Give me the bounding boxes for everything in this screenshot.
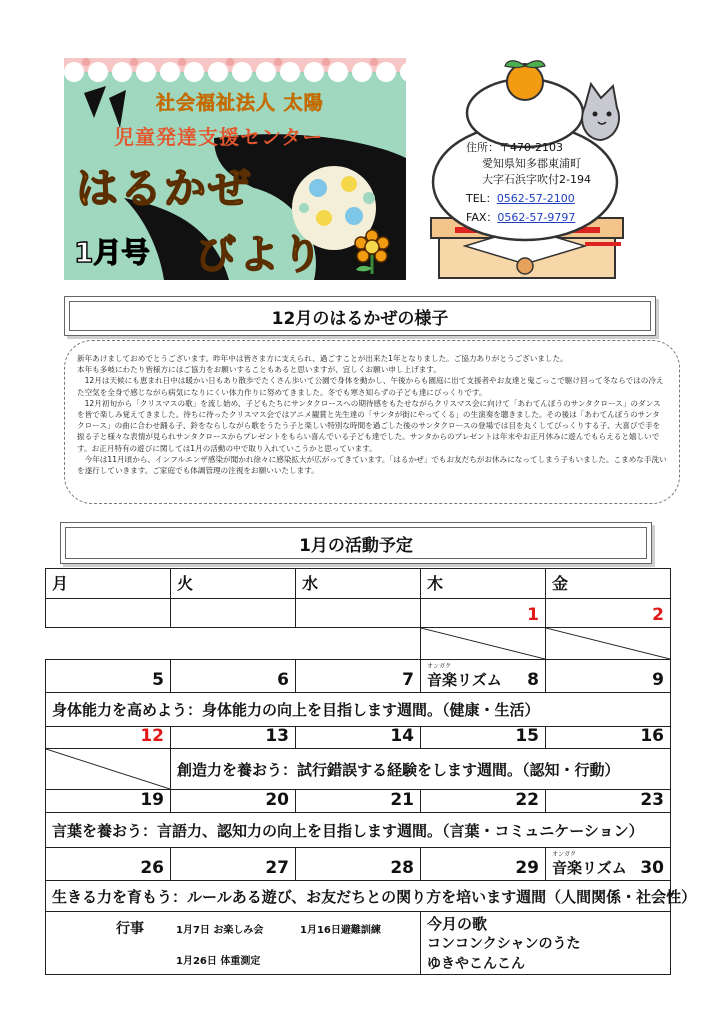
theme-week3: 創造力を養おう：試行錯誤する経験をします週間。（認知・行動） [170,748,671,790]
day-cell [45,847,171,881]
theme-week2: 身体能力を高めよう：身体能力の向上を目指します週間。（健康・生活） [45,692,671,727]
day-number: 26 [140,858,164,878]
report-title-box [64,296,656,336]
day-cell [170,598,296,628]
day-number: 22 [515,790,539,810]
day-cell [545,726,671,749]
music-rhythm-event [552,851,627,878]
events-label: 行事 [116,921,144,937]
day-number: 16 [640,726,664,746]
week2-row [45,659,671,693]
day-number: 23 [640,790,664,810]
day-number: 21 [390,790,414,810]
song-item: コンコンクシャンのうた [427,936,581,952]
week1-row [45,598,671,628]
day-cell [170,726,296,749]
day-cell [295,847,421,881]
day-number: 20 [265,790,289,810]
theme-week3-row [45,748,671,790]
report-title: 12月のはるかぜの様子 [69,301,651,331]
weekday-fri: 金 [545,568,671,599]
theme-week5: 生きる力を育もう：ルールある遊び、お友だちとの関り方を培います週間（人間関係・社会性） [45,880,671,912]
report-text [77,353,667,476]
songs-box [420,911,671,975]
report-paragraph: 本年も多岐にわたり皆様方にはご協力をお願いすることもあると思いますが、宜しくお願い申し上げます。 [77,365,441,375]
day-number: 5 [152,670,164,690]
day-number: 15 [515,726,539,746]
day-number: 27 [265,858,289,878]
report-paragraph: 新年あけましておめでとうございます。昨年中は皆さま方に支えられ、過ごすことが出来た1年となりました。ご協力ありがとうございました。 [77,354,568,363]
day-number: 1 [527,605,539,625]
day-cell [420,847,546,881]
day-cell [295,789,421,813]
day-number: 29 [515,858,539,878]
organization-name: 社会福祉法人 太陽 [156,92,324,114]
day-number: 6 [277,670,289,690]
day-cell [45,789,171,813]
theme-week4: 言葉を養おう：言語力、認知力の向上を目指します週間。（言葉・コミュニケーション） [45,812,671,848]
event-label: 音楽リズム [552,859,627,877]
event-label: 音楽リズム [427,671,502,689]
week4-row [45,789,671,813]
weekday-wed: 水 [295,568,421,599]
song-item: ゆきやこんこん [427,956,525,972]
day-number: 12 [140,726,164,746]
tel-line [466,190,575,206]
day-cell [45,598,171,628]
address-line2: 愛知県知多郡東浦町 [482,157,581,170]
day-cell [170,659,296,693]
event-ruby: オンガク [552,851,577,858]
day-cell [170,847,296,881]
blank-cell [45,748,171,790]
event-item: 1月26日 体重測定 [176,956,261,967]
diagonal-line [546,628,670,659]
day-number: 19 [140,790,164,810]
day-cell [420,789,546,813]
tel-link[interactable]: 0562-57-2100 [496,192,575,205]
day-cell [420,659,546,693]
events-box [45,911,421,975]
weekday-header-row [45,568,671,599]
header-banner [64,58,406,280]
blank-cell [545,627,671,660]
weekday-thu: 木 [420,568,546,599]
diagonal-line [421,628,545,659]
newsletter-title-line2: びより [196,232,325,278]
day-number: 30 [640,858,664,878]
day-cell [295,659,421,693]
music-rhythm-event [427,663,502,690]
fax-line [466,209,575,225]
report-paragraph: 12月初旬から「クリスマスの歌」を流し始め、子どもたちにサンタクロースへの期待感をもたせながらクリスマス会に向けて「あわてんぼうのサンタクロース」のダンスを皆で楽しみ覚えてきました。待ちに待ったクリスマス会ではアニメ観賞と先生達の「サンタが街にやってくる」の生演奏を聴きました。その後は「あわてんぼうのサンタクロース」の曲に合わせ踊る子、鈴をならしながら歌をうたう子と楽しい特別な時間を過ごした後のサンタクロースの登場では目を丸くしてびっくりする子、大喜びで手を振る子と様々な表情が見られサンタクロースからプレゼントをもらい喜んでいる子ども達でした。サンタからのプレゼントは年末やお正月休みに遊んでもらえると嬉しいです。お正月特有の遊びに関しては1月の活動の中で取り入れていこうかと思っています。 [77,398,661,453]
day-number: 7 [402,670,414,690]
day-number: 14 [390,726,414,746]
day-cell [545,789,671,813]
diagonal-line [46,749,170,789]
week1-blank-row [45,627,671,660]
address-line3: 大字石浜字吹付2-194 [482,173,591,186]
day-cell [420,598,546,628]
weekday-tue: 火 [170,568,296,599]
week3-row [45,726,671,749]
event-item: 1月7日 お楽しみ会 [176,925,264,936]
day-cell [545,598,671,628]
report-paragraph: 今年は11月頃から、インフルエンザ感染が聞かれ徐々に感染拡大が広がってきています。「はるかぜ」でもお友だちがお休みになってしまう子もいました。こまめな手洗いを遂行していきます。ご家庭でも体調管理の注視をお願いいたします。 [77,454,667,476]
day-number: 9 [652,670,664,690]
week5-row [45,847,671,881]
fax-label: FAX： [466,211,498,224]
schedule-title-box [60,522,652,564]
event-ruby: オンガク [427,663,452,670]
day-cell [45,726,171,749]
day-cell [170,789,296,813]
flower-icon [350,228,394,276]
day-cell [420,726,546,749]
event-item: 1月16日避難訓練 [300,925,381,936]
newsletter-title-line1: はるかぜ [76,164,253,213]
fax-link[interactable]: 0562-57-9797 [497,211,576,224]
day-number: 2 [652,605,664,625]
day-cell [45,659,171,693]
day-cell [295,598,421,628]
tel-label: TEL： [466,192,497,205]
report-paragraph: 12月は天候にも恵まれ日中は暖かい日もあり散歩でたくさん歩いて公園で身体を動かし、午後からも園庭に出て支援者やお友達と鬼ごっこで駆け回って冬ならではの冷えた空気を全身で感じながら病気になりにくい体力作りに努めてきました。冬でも寒さ知らずの子ども達にびっくりです。 [77,376,664,397]
day-number: 28 [390,858,414,878]
day-cell [545,659,671,693]
center-name: 児童発達支援センター [114,125,324,149]
issue-label: 1月号 [74,236,150,269]
blank-cell [420,627,546,660]
day-number: 8 [527,670,539,690]
report-box [64,340,680,504]
songs-label: 今月の歌 [427,915,488,933]
day-cell [295,726,421,749]
weekday-mon: 月 [45,568,171,599]
day-number: 13 [265,726,289,746]
address-line1: 住所：〒470-2103 [466,141,563,154]
calendar [45,568,697,976]
day-cell [545,847,671,881]
schedule-title: 1月の活動予定 [65,527,647,559]
